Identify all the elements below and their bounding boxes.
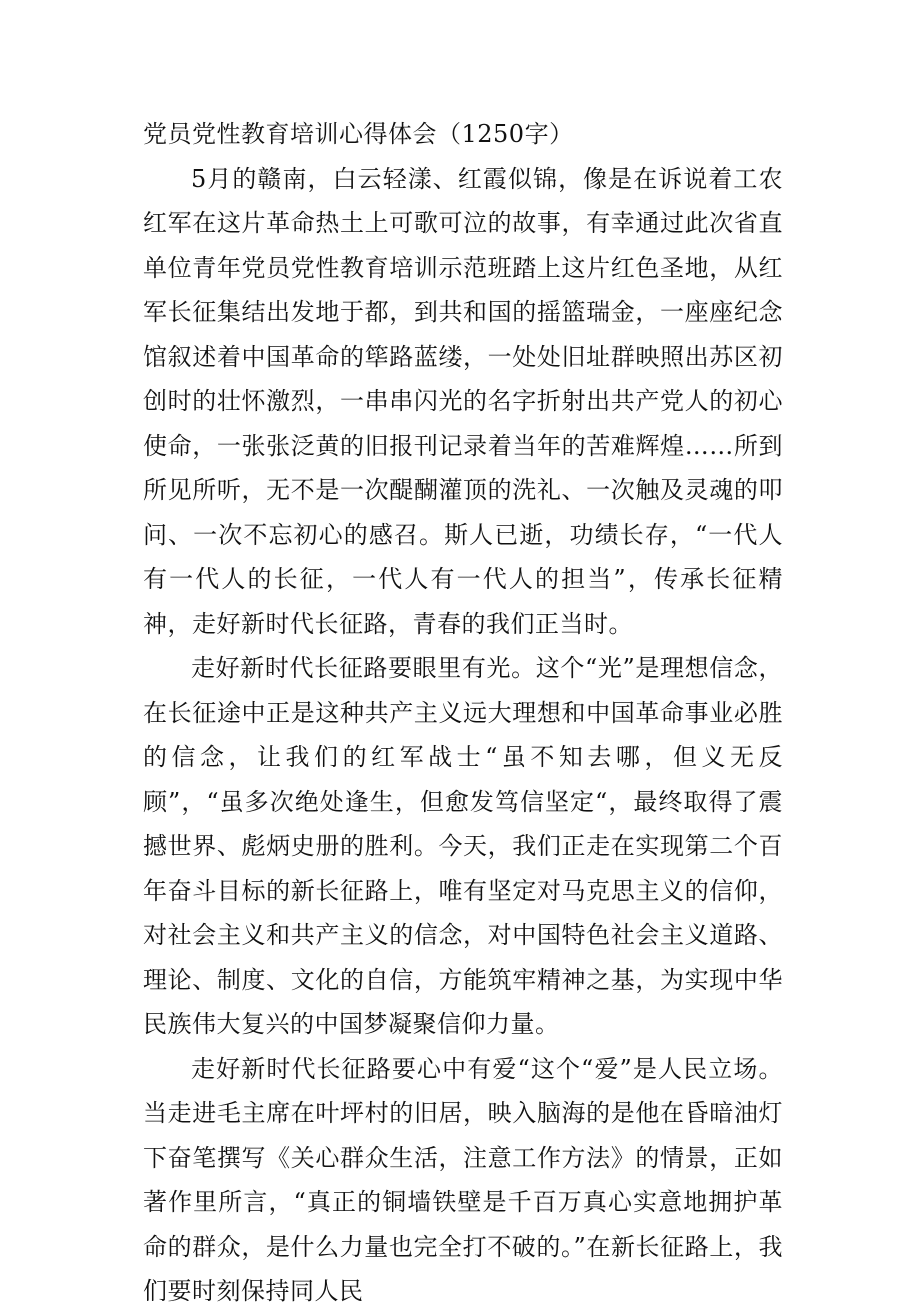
- paragraph-love: 走好新时代长征路要心中有爱“这个“爱”是人民立场。当走进毛主席在叶坪村的旧居，映入脑海的是他在昏暗油灯下奋笔撰写《关心群众生活，注意工作方法》的情景，正如著作里所言，“真正的铜墙铁壁是千百万真心实意地拥护革命的群众，是什么力量也完全打不破的。”在新长征路上，我们要时刻保持同人民: [143, 1054, 783, 1305]
- document-body: [143, 112, 783, 1314]
- paragraph-intro: 5月的赣南，白云轻漾、红霞似锦，像是在诉说着工农红军在这片革命热土上可歌可泣的故事，有幸通过此次省直单位青年党员党性教育培训示范班踏上这片红色圣地，从红军长征集结出发地于都，到共和国的摇篮瑞金，一座座纪念馆叙述着中国革命的筚路蓝缕，一处处旧址群映照出苏区初创时的壮怀激烈，一串串闪光的名字折射出共产党人的初心使命，一张张泛黄的旧报刊记录着当年的苦难辉煌……所到所见所听，无不是一次醍醐灌顶的洗礼、一次触及灵魂的叩问、一次不忘初心的感召。斯人已逝，功绩长存，“一代人有一代人的长征，一代人有一代人的担当”，传承长征精神，走好新时代长征路，青春的我们正当时。: [143, 164, 783, 638]
- document-title: 党员党性教育培训心得体会（1250字）: [143, 120, 574, 148]
- paragraph-light: 走好新时代长征路要眼里有光。这个“光”是理想信念，在长征途中正是这种共产主义远大理想和中国革命事业必胜的信念，让我们的红军战士“虽不知去哪，但义无反顾”，“虽多次绝处逢生，但愈发笃信坚定“，最终取得了震撼世界、彪炳史册的胜利。今天，我们正走在实现第二个百年奋斗目标的新长征路上，唯有坚定对马克思主义的信仰，对社会主义和共产主义的信念，对中国特色社会主义道路、理论、制度、文化的自信，方能筑牢精神之基，为实现中华民族伟大复兴的中国梦凝聚信仰力量。: [143, 654, 783, 1038]
